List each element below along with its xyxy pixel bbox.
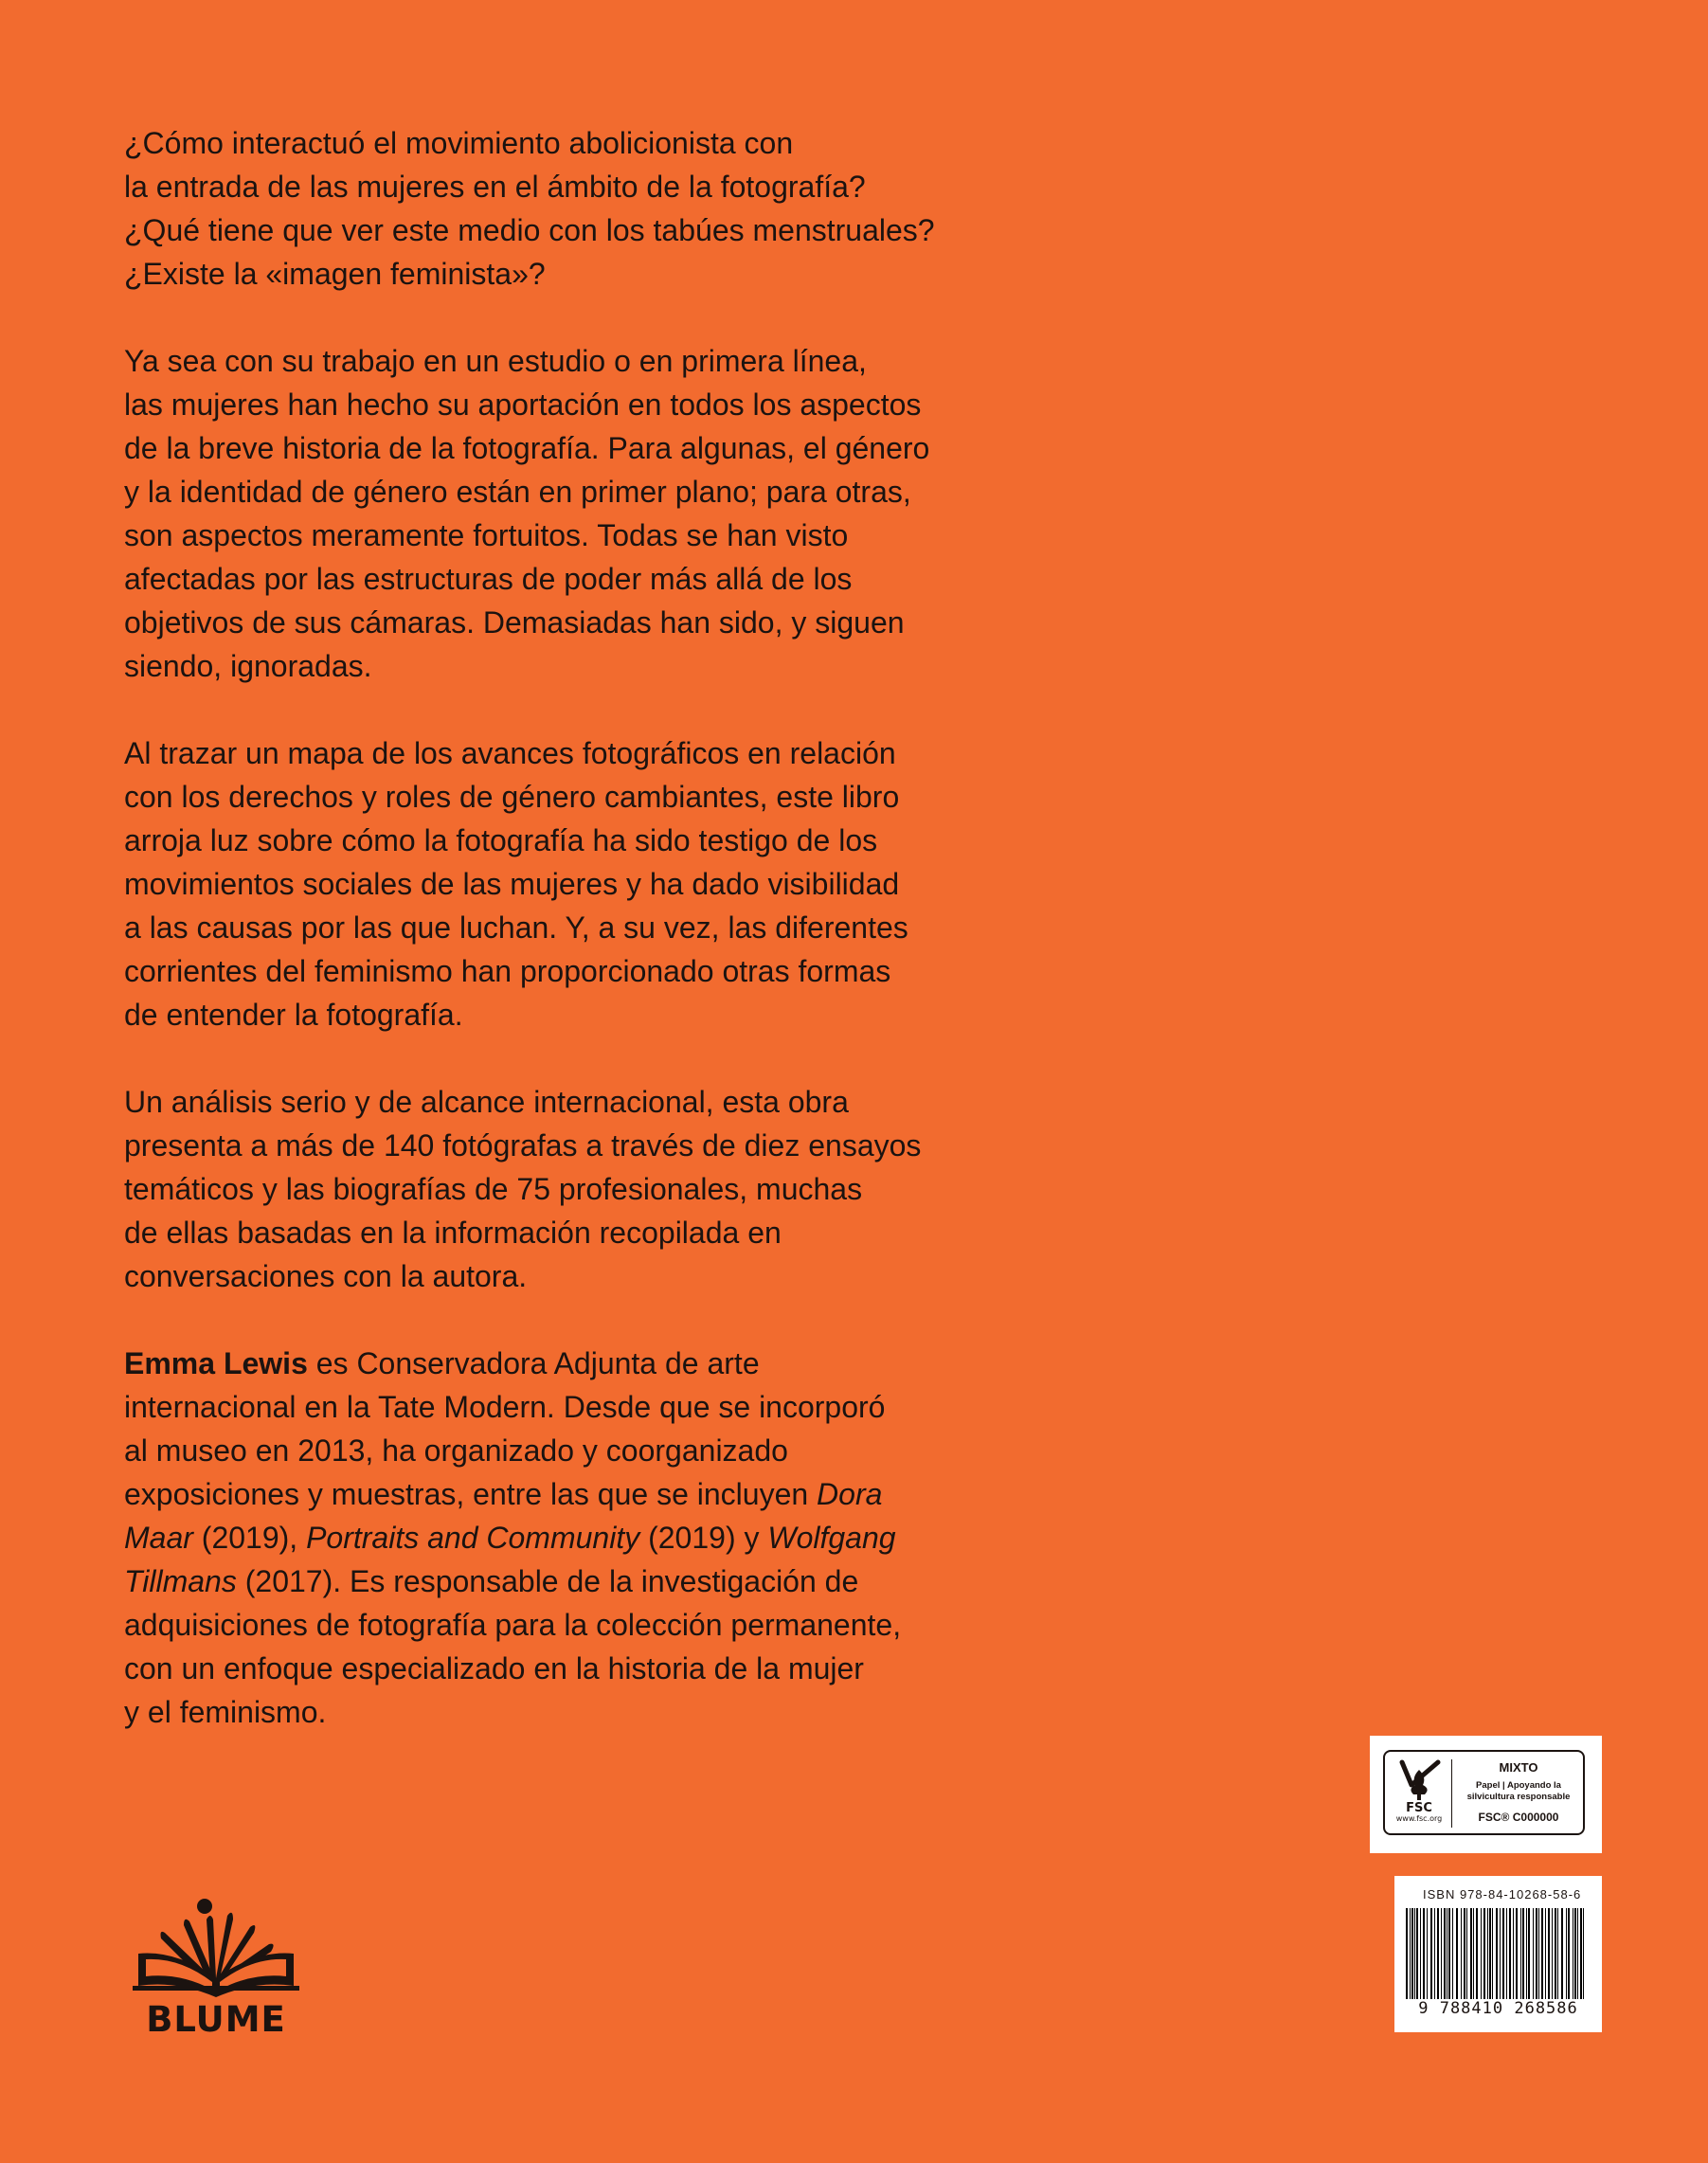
text-segment: es Conservadora Adjunta de arte [307, 1346, 760, 1380]
paragraph [124, 1342, 939, 1734]
barcode-bar [1580, 1908, 1582, 1999]
barcode-bar [1410, 1908, 1411, 1999]
fsc-certification-label [1370, 1736, 1602, 1853]
fsc-mark-text: FSC [1406, 1801, 1432, 1813]
barcode-bar [1533, 1908, 1534, 1999]
text-segment: de la breve historia de la fotografía. Para algunas, el género [124, 431, 930, 465]
barcode-bar [1526, 1908, 1527, 1999]
work-title: Tillmans [124, 1564, 237, 1598]
text-line [124, 1516, 939, 1559]
text-segment: y el feminismo. [124, 1695, 327, 1729]
barcode-bar [1536, 1908, 1537, 1999]
isbn-label: ISBN 978-84-10268-58-6 [1423, 1887, 1582, 1902]
text-line [124, 906, 939, 949]
text-segment: corrientes del feminismo han proporcionado otras formas [124, 954, 891, 988]
open-book-sun-icon [121, 1899, 311, 2003]
barcode-bar [1466, 1908, 1467, 1999]
fsc-divider [1451, 1759, 1452, 1828]
text-segment: las mujeres han hecho su aportación en todos los aspectos [124, 388, 922, 422]
barcode-bar [1406, 1908, 1408, 1999]
barcode-bar [1411, 1908, 1413, 1999]
text-line [124, 731, 939, 775]
publisher-logo [121, 1899, 311, 2040]
text-line [124, 644, 939, 688]
barcode-bar [1441, 1908, 1442, 1999]
barcode-bar [1448, 1908, 1450, 1999]
fsc-license-code: FSC® C000000 [1478, 1811, 1559, 1824]
text-segment: (2019), [192, 1521, 307, 1555]
text-segment: Ya sea con su trabajo en un estudio o en primera línea, [124, 344, 867, 378]
text-line [124, 165, 939, 208]
text-segment: son aspectos meramente fortuitos. Todas se han visto [124, 518, 849, 552]
barcode-bar [1481, 1908, 1482, 1999]
work-title: Maar [124, 1521, 193, 1555]
text-line [124, 993, 939, 1036]
text-segment: adquisiciones de fotografía para la colección permanente, [124, 1608, 902, 1642]
text-line [124, 1559, 939, 1603]
barcode-bars [1406, 1908, 1591, 1999]
fsc-subtitle [1457, 1780, 1580, 1803]
text-line [124, 862, 939, 906]
barcode-bar [1464, 1908, 1465, 1999]
text-segment: movimientos sociales de las mujeres y ha dado visibilidad [124, 867, 900, 901]
barcode-bar [1461, 1908, 1462, 1999]
isbn-barcode [1394, 1876, 1602, 2032]
barcode-bar [1574, 1908, 1576, 1999]
barcode-bar [1566, 1908, 1567, 1999]
barcode-digits: 9 788410 268586 [1418, 1999, 1578, 2018]
paragraph [124, 731, 939, 1036]
text-line [124, 1167, 939, 1211]
text-segment: la entrada de las mujeres en el ámbito de la fotografía? [124, 170, 866, 204]
barcode-bar [1520, 1908, 1521, 1999]
barcode-bar [1545, 1908, 1546, 1999]
text-segment: siendo, ignoradas. [124, 649, 372, 683]
barcode-bar [1430, 1908, 1432, 1999]
barcode-bar [1561, 1908, 1563, 1999]
barcode-bar [1522, 1908, 1524, 1999]
text-line [124, 121, 939, 165]
text-segment: ¿Qué tiene que ver este medio con los tabúes menstruales? [124, 213, 935, 247]
barcode-bar [1444, 1908, 1446, 1999]
text-segment: de ellas basadas en la información recopilada en [124, 1216, 782, 1250]
barcode-bar [1489, 1908, 1491, 1999]
barcode-bar [1487, 1908, 1488, 1999]
text-line [124, 1342, 939, 1385]
text-segment: exposiciones y muestras, entre las que se incluyen [124, 1477, 818, 1511]
text-segment: ¿Existe la «imagen feminista»? [124, 257, 546, 291]
barcode-bar [1456, 1908, 1458, 1999]
work-title: Dora [817, 1477, 883, 1511]
barcode-bar [1502, 1908, 1504, 1999]
text-line [124, 1690, 939, 1734]
text-segment: con un enfoque especializado en la historia de la mujer [124, 1651, 864, 1685]
text-line [124, 1603, 939, 1647]
barcode-bar [1476, 1908, 1478, 1999]
text-segment: temáticos y las biografías de 75 profesionales, muchas [124, 1172, 863, 1206]
fsc-subtitle-line-2: silvicultura responsable [1466, 1792, 1571, 1802]
text-line [124, 208, 939, 252]
barcode-bar [1513, 1908, 1514, 1999]
text-segment: (2019) y [639, 1521, 768, 1555]
paragraph [124, 121, 939, 296]
fsc-tree-check-icon [1393, 1757, 1446, 1813]
barcode-bar [1577, 1908, 1578, 1999]
text-line [124, 819, 939, 862]
fsc-subtitle-line-1: Papel | Apoyando la [1476, 1780, 1561, 1791]
barcode-bar [1423, 1908, 1425, 1999]
barcode-bar [1483, 1908, 1485, 1999]
text-line [124, 1254, 939, 1298]
barcode-bar [1416, 1908, 1418, 1999]
barcode-bar [1414, 1908, 1415, 1999]
text-line [124, 1429, 939, 1472]
barcode-bar [1506, 1908, 1507, 1999]
text-line [124, 557, 939, 601]
text-segment: Un análisis serio y de alcance internacional, esta obra [124, 1085, 849, 1119]
text-line [124, 339, 939, 383]
text-line [124, 1124, 939, 1167]
barcode-bar [1516, 1908, 1518, 1999]
barcode-bar [1509, 1908, 1511, 1999]
paragraph [124, 339, 939, 688]
text-segment: a las causas por las que luchan. Y, a su vez, las diferentes [124, 910, 908, 945]
barcode-bar [1420, 1908, 1421, 1999]
barcode-bar [1541, 1908, 1543, 1999]
barcode-bar [1557, 1908, 1558, 1999]
barcode-bar [1452, 1908, 1453, 1999]
text-line [124, 949, 939, 993]
barcode-bar [1528, 1908, 1530, 1999]
text-segment: afectadas por las estructuras de poder más allá de los [124, 562, 853, 596]
barcode-bar [1427, 1908, 1428, 1999]
barcode-bar [1568, 1908, 1570, 1999]
barcode-bar [1583, 1908, 1584, 1999]
text-segment: al museo en 2013, ha organizado y coorganizado [124, 1433, 788, 1468]
text-segment: conversaciones con la autora. [124, 1259, 528, 1293]
text-segment: objetivos de sus cámaras. Demasiadas han sido, y siguen [124, 605, 905, 640]
text-line [124, 1472, 939, 1516]
barcode-bar [1538, 1908, 1539, 1999]
text-segment: ¿Cómo interactuó el movimiento abolicionista con [124, 126, 794, 160]
work-title: Portraits and Community [306, 1521, 640, 1555]
author-name: Emma Lewis [124, 1346, 308, 1380]
text-line [124, 252, 939, 296]
fsc-url: www.fsc.org [1395, 1814, 1443, 1823]
text-segment: con los derechos y roles de género cambiantes, este libro [124, 780, 900, 814]
barcode-bar [1500, 1908, 1501, 1999]
fsc-mixto-label: MIXTO [1499, 1760, 1538, 1775]
paragraph [124, 1080, 939, 1298]
barcode-bar [1437, 1908, 1439, 1999]
barcode-bar [1552, 1908, 1553, 1999]
barcode-bar [1555, 1908, 1556, 1999]
barcode-bar [1492, 1908, 1493, 1999]
barcode-bar [1548, 1908, 1550, 1999]
text-segment: Al trazar un mapa de los avances fotográficos en relación [124, 736, 896, 770]
work-title: Wolfgang [767, 1521, 896, 1555]
text-line [124, 470, 939, 514]
text-line [124, 775, 939, 819]
text-segment: y la identidad de género están en primer plano; para otras, [124, 475, 911, 509]
text-segment: de entender la fotografía. [124, 998, 463, 1032]
text-segment: presenta a más de 140 fotógrafas a través de diez ensayos [124, 1128, 922, 1163]
text-line [124, 426, 939, 470]
barcode-bar [1473, 1908, 1474, 1999]
text-line [124, 1211, 939, 1254]
text-line [124, 1647, 939, 1690]
fsc-label-frame [1383, 1750, 1585, 1835]
text-segment: arroja luz sobre cómo la fotografía ha sido testigo de los [124, 823, 878, 857]
barcode-bar [1434, 1908, 1435, 1999]
text-line [124, 514, 939, 557]
text-line [124, 1080, 939, 1124]
text-segment: (2017). Es responsable de la investigación de [236, 1564, 859, 1598]
barcode-bar [1470, 1908, 1472, 1999]
text-line [124, 601, 939, 644]
back-cover-text [124, 121, 939, 1777]
publisher-name: BLUME [146, 1999, 286, 2040]
text-segment: internacional en la Tate Modern. Desde que se incorporó [124, 1390, 886, 1424]
text-line [124, 383, 939, 426]
text-line [124, 1385, 939, 1429]
barcode-bar [1496, 1908, 1498, 1999]
